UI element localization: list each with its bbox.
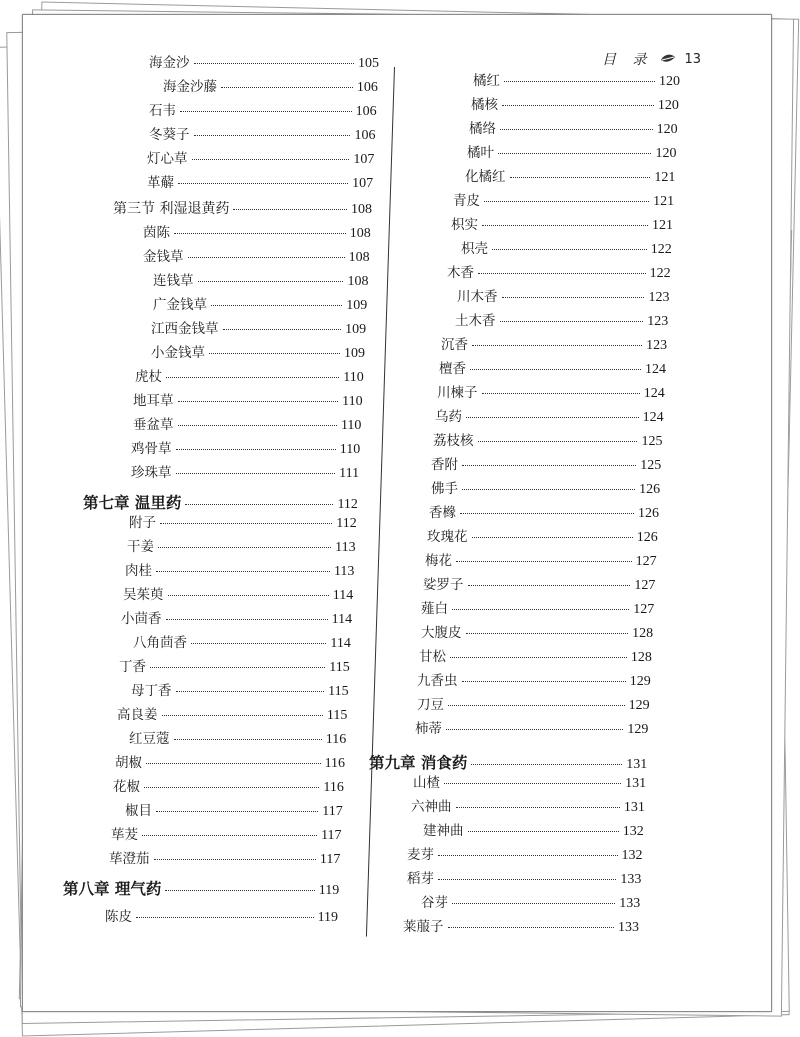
dot-leader xyxy=(478,273,646,274)
entry-label: 六神曲 xyxy=(411,799,452,815)
entry-label: 乌药 xyxy=(435,409,462,425)
entry-page: 128 xyxy=(632,626,654,641)
entry-page: 108 xyxy=(350,202,372,217)
entry-page: 126 xyxy=(639,482,661,497)
entry-page: 122 xyxy=(650,242,672,257)
entry-label: 香附 xyxy=(431,457,458,473)
entry-page: 115 xyxy=(326,708,348,723)
entry-page: 116 xyxy=(323,780,344,795)
toc-entry xyxy=(461,241,672,258)
toc-entry xyxy=(421,625,653,642)
entry-page: 108 xyxy=(348,250,370,265)
entry-label: 陈皮 xyxy=(105,909,132,925)
dot-leader xyxy=(456,561,632,562)
dot-leader xyxy=(498,153,651,154)
entry-page: 109 xyxy=(346,298,368,313)
toc-chapter xyxy=(369,755,647,773)
dot-leader xyxy=(444,783,621,784)
toc-entry xyxy=(471,97,679,114)
entry-page: 114 xyxy=(332,588,354,603)
entry-label: 玫瑰花 xyxy=(427,529,468,545)
entry-page: 113 xyxy=(335,540,356,555)
dot-leader xyxy=(500,129,653,130)
dot-leader xyxy=(466,417,639,418)
dot-leader xyxy=(482,393,640,394)
entry-page: 133 xyxy=(618,920,640,935)
entry-label: 薤白 xyxy=(421,601,448,617)
entry-page: 115 xyxy=(329,660,350,675)
entry-page: 110 xyxy=(343,370,364,385)
entry-page: 107 xyxy=(352,176,374,191)
toc-entry xyxy=(407,871,641,888)
toc-entry xyxy=(465,169,675,186)
entry-page: 116 xyxy=(324,756,346,771)
entry-label: 枳实 xyxy=(451,217,478,233)
entry-page: 126 xyxy=(637,506,659,521)
dot-leader xyxy=(448,705,625,706)
toc-entry xyxy=(423,577,655,594)
entry-label: 橘红 xyxy=(473,73,500,89)
dot-leader xyxy=(438,855,618,856)
entry-page: 125 xyxy=(640,458,662,473)
entry-page: 131 xyxy=(625,776,647,791)
toc-entry xyxy=(435,409,664,426)
dot-leader xyxy=(471,764,622,765)
entry-label: 荔枝核 xyxy=(433,433,474,449)
entry-page: 115 xyxy=(328,684,349,699)
dot-leader xyxy=(470,369,641,370)
entry-label: 橘络 xyxy=(469,121,496,137)
entry-label: 小金钱草 xyxy=(151,345,205,361)
entry-label: 海金沙藤 xyxy=(163,79,217,95)
toc-entry xyxy=(441,337,667,354)
entry-page: 111 xyxy=(339,466,360,481)
entry-page: 122 xyxy=(649,266,671,281)
page-number: 13 xyxy=(684,51,701,67)
entry-label: 枳壳 xyxy=(461,241,488,257)
dot-leader xyxy=(478,441,638,442)
entry-label: 茵陈 xyxy=(143,225,170,241)
toc-entry xyxy=(437,385,665,402)
entry-label: 肉桂 xyxy=(125,563,152,579)
entry-label: 土木香 xyxy=(455,313,496,329)
dot-leader xyxy=(462,489,635,490)
entry-page: 132 xyxy=(622,824,644,839)
entry-page: 117 xyxy=(322,804,343,819)
entry-page: 110 xyxy=(340,418,362,433)
entry-label: 梅花 xyxy=(425,553,452,569)
entry-label: 椒目 xyxy=(125,803,152,819)
dot-leader xyxy=(452,609,629,610)
entry-page: 119 xyxy=(318,883,340,898)
entry-page: 114 xyxy=(331,612,353,627)
toc-entry xyxy=(451,217,673,234)
entry-label: 花椒 xyxy=(113,779,140,795)
entry-page: 120 xyxy=(657,98,679,113)
toc-entry xyxy=(469,121,678,138)
entry-label: 大腹皮 xyxy=(421,625,462,641)
toc-entry xyxy=(421,601,654,618)
entry-page: 127 xyxy=(633,602,655,617)
entry-page: 114 xyxy=(330,636,351,651)
dot-leader xyxy=(456,807,620,808)
entry-label: 山楂 xyxy=(413,775,440,791)
entry-label: 佛手 xyxy=(431,481,458,497)
entry-label: 吴茱萸 xyxy=(123,587,164,603)
entry-label: 高良姜 xyxy=(117,707,158,723)
toc-entry xyxy=(417,673,651,690)
entry-label: 垂盆草 xyxy=(133,417,174,433)
entry-page: 133 xyxy=(619,896,641,911)
toc-entry xyxy=(417,697,650,714)
entry-page: 113 xyxy=(333,564,355,579)
entry-label: 木香 xyxy=(447,265,474,281)
entry-label: 橘核 xyxy=(471,97,498,113)
entry-page: 110 xyxy=(339,442,361,457)
toc-entry xyxy=(421,895,640,912)
entry-page: 108 xyxy=(347,274,369,289)
entry-label: 胡椒 xyxy=(115,755,142,771)
entry-label: 干姜 xyxy=(127,539,154,555)
entry-label: 第八章 理气药 xyxy=(63,880,162,898)
toc-entry xyxy=(453,193,674,210)
entry-label: 连钱草 xyxy=(153,273,194,289)
entry-label: 虎杖 xyxy=(135,369,162,385)
dot-leader xyxy=(448,927,615,928)
dot-leader xyxy=(502,105,654,106)
entry-page: 116 xyxy=(325,732,347,747)
entry-label: 谷芽 xyxy=(421,895,448,911)
toc-entry xyxy=(455,313,668,330)
entry-page: 129 xyxy=(628,698,650,713)
entry-page: 119 xyxy=(317,910,339,925)
toc-page xyxy=(22,14,772,1012)
entry-page: 117 xyxy=(319,852,341,867)
entry-label: 稻芽 xyxy=(407,871,434,887)
entry-page: 121 xyxy=(651,218,673,233)
entry-page: 107 xyxy=(353,152,375,167)
entry-label: 荜澄茄 xyxy=(109,851,150,867)
entry-label: 金钱草 xyxy=(143,249,184,265)
dot-leader xyxy=(462,681,626,682)
entry-page: 110 xyxy=(342,394,363,409)
toc-entry xyxy=(467,145,676,162)
entry-label: 江西金钱草 xyxy=(151,321,219,337)
entry-page: 128 xyxy=(630,650,652,665)
toc-entry xyxy=(447,265,671,282)
entry-label: 鸡骨草 xyxy=(131,441,172,457)
toc-entry xyxy=(433,433,662,450)
entry-page: 112 xyxy=(337,497,358,512)
toc-entry xyxy=(431,481,660,498)
dot-leader xyxy=(452,903,615,904)
entry-label: 青皮 xyxy=(453,193,480,209)
entry-page: 123 xyxy=(647,314,669,329)
dot-leader xyxy=(510,177,651,178)
dot-leader xyxy=(472,537,633,538)
entry-label: 刀豆 xyxy=(417,697,444,713)
toc-entry xyxy=(431,457,661,474)
entry-label: 海金沙 xyxy=(149,55,190,71)
entry-label: 地耳草 xyxy=(133,393,174,409)
entry-page: 124 xyxy=(643,386,665,401)
toc-entry xyxy=(473,73,680,90)
dot-leader xyxy=(468,585,631,586)
entry-page: 123 xyxy=(648,290,670,305)
entry-label: 川木香 xyxy=(457,289,498,305)
toc-right-column xyxy=(23,15,771,1011)
entry-label: 九香虫 xyxy=(417,673,458,689)
entry-page: 120 xyxy=(659,74,680,89)
header-title: 目 录 xyxy=(602,52,653,68)
entry-page: 109 xyxy=(343,346,365,361)
toc-entry xyxy=(407,847,643,864)
entry-label: 八角茴香 xyxy=(133,635,187,651)
entry-page: 108 xyxy=(349,226,371,241)
entry-label: 冬葵子 xyxy=(149,127,190,143)
entry-page: 125 xyxy=(641,434,663,449)
entry-page: 121 xyxy=(654,170,676,185)
toc-entry xyxy=(403,919,639,936)
dot-leader xyxy=(466,633,629,634)
entry-page: 112 xyxy=(336,516,357,531)
entry-page: 120 xyxy=(655,146,677,161)
entry-label: 檀香 xyxy=(439,361,466,377)
entry-label: 麦芽 xyxy=(407,847,434,863)
entry-page: 120 xyxy=(656,122,678,137)
entry-label: 丁香 xyxy=(119,659,146,675)
entry-page: 126 xyxy=(636,530,658,545)
entry-label: 化橘红 xyxy=(465,169,506,185)
entry-label: 广金钱草 xyxy=(153,297,207,313)
entry-label: 建神曲 xyxy=(423,823,464,839)
entry-label: 第三节 利湿退黄药 xyxy=(113,201,230,217)
dot-leader xyxy=(482,225,648,226)
toc-entry xyxy=(425,553,657,570)
toc-entry xyxy=(429,505,659,522)
entry-label: 石韦 xyxy=(149,103,176,119)
entry-label: 橘叶 xyxy=(467,145,494,161)
entry-page: 132 xyxy=(621,848,643,863)
entry-page: 131 xyxy=(626,757,648,772)
entry-page: 123 xyxy=(646,338,668,353)
entry-label: 第九章 消食药 xyxy=(369,754,468,772)
entry-label: 沉香 xyxy=(441,337,468,353)
dot-leader xyxy=(438,879,616,880)
entry-page: 133 xyxy=(620,872,642,887)
entry-page: 124 xyxy=(642,410,664,425)
toc-entry xyxy=(427,529,658,546)
entry-label: 香橼 xyxy=(429,505,456,521)
entry-page: 129 xyxy=(629,674,651,689)
dot-leader xyxy=(472,345,642,346)
entry-label: 母丁香 xyxy=(131,683,172,699)
entry-label: 莱菔子 xyxy=(403,919,444,935)
dot-leader xyxy=(462,465,636,466)
entry-label: 荜茇 xyxy=(111,827,138,843)
entry-label: 革薢 xyxy=(147,175,174,191)
toc-entry xyxy=(415,721,648,738)
entry-page: 127 xyxy=(634,578,656,593)
dot-leader xyxy=(450,657,627,658)
toc-entry xyxy=(439,361,666,378)
entry-label: 红豆蔻 xyxy=(129,731,170,747)
toc-entry xyxy=(411,799,645,816)
entry-label: 川楝子 xyxy=(437,385,478,401)
dot-leader xyxy=(460,513,634,514)
entry-label: 柿蒂 xyxy=(415,721,442,737)
toc-entry xyxy=(413,775,646,792)
entry-label: 第七章 温里药 xyxy=(83,494,182,512)
entry-page: 127 xyxy=(635,554,657,569)
toc-entry xyxy=(419,649,652,666)
entry-label: 珍珠草 xyxy=(131,465,172,481)
dot-leader xyxy=(500,321,644,322)
entry-page: 106 xyxy=(356,80,378,95)
entry-page: 106 xyxy=(354,128,376,143)
toc-entry xyxy=(423,823,644,840)
entry-label: 附子 xyxy=(129,515,156,531)
dot-leader xyxy=(446,729,623,730)
dot-leader xyxy=(492,249,647,250)
entry-page: 131 xyxy=(623,800,645,815)
dot-leader xyxy=(504,81,655,82)
entry-page: 129 xyxy=(627,722,649,737)
toc-entry xyxy=(457,289,669,306)
dot-leader xyxy=(484,201,649,202)
entry-page: 106 xyxy=(355,104,377,119)
entry-label: 甘松 xyxy=(419,649,446,665)
entry-page: 109 xyxy=(345,322,367,337)
entry-page: 124 xyxy=(644,362,666,377)
entry-label: 娑罗子 xyxy=(423,577,464,593)
entry-page: 105 xyxy=(358,56,379,71)
entry-page: 121 xyxy=(653,194,675,209)
entry-label: 小茴香 xyxy=(121,611,162,627)
dot-leader xyxy=(468,831,619,832)
entry-label: 灯心草 xyxy=(147,151,188,167)
dot-leader xyxy=(502,297,645,298)
entry-page: 117 xyxy=(321,828,342,843)
